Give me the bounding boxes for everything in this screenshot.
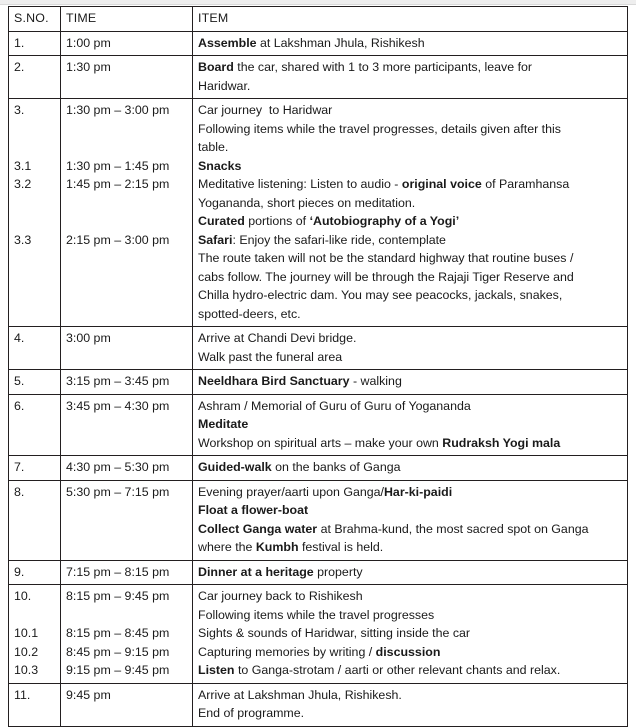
item-line bbox=[198, 624, 622, 643]
cell-item bbox=[193, 480, 628, 560]
sno-line bbox=[14, 268, 55, 287]
emphasis-text: Assemble bbox=[198, 35, 257, 50]
cell-time bbox=[61, 480, 193, 560]
time-line: 7:15 pm – 8:15 pm bbox=[66, 564, 170, 579]
body-text: Capturing memories by writing / bbox=[198, 644, 376, 659]
body-text: Workshop on spiritual arts – make your own bbox=[198, 435, 443, 450]
cell-sno bbox=[9, 370, 61, 395]
body-text: Evening prayer/aarti upon Ganga/ bbox=[198, 484, 384, 499]
time-line bbox=[66, 120, 187, 139]
table-row bbox=[9, 683, 628, 726]
item-line bbox=[198, 397, 622, 416]
cell-sno bbox=[9, 327, 61, 370]
item-line bbox=[198, 606, 622, 625]
body-text: at Lakshman Jhula, Rishikesh bbox=[256, 35, 425, 50]
sno-line: 10.1 bbox=[14, 626, 39, 640]
emphasis-text: Board bbox=[198, 60, 234, 74]
emphasis-text: Snacks bbox=[198, 158, 242, 173]
cell-sno bbox=[9, 99, 61, 327]
cell-sno bbox=[9, 585, 61, 684]
body-text: spotted-deers, etc. bbox=[198, 306, 301, 321]
table-row bbox=[9, 327, 628, 370]
sno-line: 6. bbox=[14, 398, 25, 413]
body-text: Car journey to Haridwar bbox=[198, 103, 333, 117]
time-line: 4:30 pm – 5:30 pm bbox=[66, 460, 170, 474]
cell-sno bbox=[9, 683, 61, 726]
item-line bbox=[198, 212, 622, 231]
time-line bbox=[66, 606, 187, 625]
item-line bbox=[198, 415, 622, 434]
item-line bbox=[198, 501, 622, 520]
sno-line: 3.1 bbox=[14, 158, 32, 173]
emphasis-text: Collect Ganga water bbox=[198, 521, 318, 536]
emphasis-text: Dinner at a heritage bbox=[198, 564, 314, 579]
time-line bbox=[66, 212, 187, 231]
sno-line: 3.2 bbox=[14, 177, 32, 191]
cell-time bbox=[61, 394, 193, 456]
sno-line: 3.3 bbox=[14, 232, 32, 247]
sno-line bbox=[14, 606, 55, 625]
emphasis-text: Listen bbox=[198, 663, 235, 677]
cell-time bbox=[61, 327, 193, 370]
sno-line: 5. bbox=[14, 374, 25, 388]
sno-line: 11. bbox=[14, 687, 31, 702]
cell-time bbox=[61, 56, 193, 99]
body-text: Haridwar. bbox=[198, 78, 251, 93]
item-line bbox=[198, 538, 622, 557]
table-row bbox=[9, 585, 628, 684]
body-text: property bbox=[313, 564, 363, 579]
cell-sno bbox=[9, 394, 61, 456]
emphasis-text: Har-ki-paidi bbox=[383, 484, 453, 499]
time-line bbox=[66, 138, 187, 157]
table-row bbox=[9, 394, 628, 456]
table-row bbox=[9, 560, 628, 585]
time-line: 1:00 pm bbox=[66, 35, 111, 50]
cell-sno bbox=[9, 56, 61, 99]
sno-line bbox=[14, 194, 55, 213]
body-text: Following items while the travel progresses, details given after this bbox=[198, 121, 561, 136]
column-header-sno: S.NO. bbox=[9, 7, 61, 32]
body-text: Sights & sounds of Haridwar, sitting inside the car bbox=[198, 626, 471, 640]
cell-item bbox=[193, 585, 628, 684]
body-text: - walking bbox=[349, 374, 402, 388]
emphasis-text: original voice bbox=[401, 177, 482, 191]
sno-line: 3. bbox=[14, 103, 25, 117]
body-text: of Paramhansa bbox=[481, 177, 570, 191]
item-line bbox=[198, 348, 622, 367]
itinerary-table bbox=[8, 6, 628, 727]
emphasis-text: Neeldhara Bird Sanctuary bbox=[198, 374, 350, 388]
sno-line: 7. bbox=[14, 460, 25, 474]
page-top-edge-band bbox=[0, 0, 636, 5]
body-text: Yogananda, short pieces on meditation. bbox=[198, 195, 416, 210]
body-text: cabs follow. The journey will be through the Rajaji Tiger Reserve and bbox=[198, 269, 574, 284]
cell-time bbox=[61, 370, 193, 395]
sno-line: 10.2 bbox=[14, 644, 39, 659]
item-line bbox=[198, 563, 622, 582]
emphasis-text: ‘Autobiography of a Yogi’ bbox=[309, 214, 460, 228]
time-line: 3:15 pm – 3:45 pm bbox=[66, 374, 170, 388]
sno-line: 10.3 bbox=[14, 663, 39, 677]
item-line bbox=[198, 157, 622, 176]
cell-sno bbox=[9, 560, 61, 585]
sno-line: 10. bbox=[14, 589, 32, 603]
sno-line: 4. bbox=[14, 331, 25, 345]
cell-item bbox=[193, 456, 628, 481]
body-text: Car journey back to Rishikesh bbox=[198, 589, 363, 603]
time-line bbox=[66, 249, 187, 268]
item-line bbox=[198, 483, 622, 502]
emphasis-text: discussion bbox=[375, 644, 441, 659]
column-header-time: TIME bbox=[61, 7, 193, 32]
column-header-item: ITEM bbox=[193, 7, 628, 32]
body-text: Following items while the travel progresses bbox=[198, 607, 435, 622]
time-line: 2:15 pm – 3:00 pm bbox=[66, 232, 170, 247]
body-text: at Brahma-kund, the most sacred spot on Ganga bbox=[317, 521, 589, 536]
time-line bbox=[66, 286, 187, 305]
table-row bbox=[9, 456, 628, 481]
sno-line: 1. bbox=[14, 35, 25, 50]
time-line bbox=[66, 305, 187, 324]
table-body bbox=[9, 31, 628, 726]
time-line: 8:45 pm – 9:15 pm bbox=[66, 644, 170, 659]
cell-time bbox=[61, 560, 193, 585]
emphasis-text: Curated bbox=[198, 214, 245, 228]
document-body bbox=[8, 6, 627, 727]
emphasis-text: Meditate bbox=[198, 417, 249, 431]
time-line: 8:15 pm – 9:45 pm bbox=[66, 589, 170, 603]
sno-line: 2. bbox=[14, 60, 25, 74]
emphasis-text: Safari bbox=[198, 232, 233, 247]
cell-sno bbox=[9, 480, 61, 560]
time-line: 3:45 pm – 4:30 pm bbox=[66, 398, 170, 413]
body-text: Walk past the funeral area bbox=[198, 349, 343, 364]
sno-line bbox=[14, 212, 55, 231]
body-text: where the bbox=[198, 540, 256, 554]
sno-line bbox=[14, 138, 55, 157]
table-header bbox=[9, 7, 628, 32]
time-line bbox=[66, 194, 187, 213]
body-text: End of programme. bbox=[198, 706, 305, 720]
time-line: 1:30 pm – 3:00 pm bbox=[66, 103, 170, 117]
item-line bbox=[198, 587, 622, 606]
item-line bbox=[198, 372, 622, 391]
item-line bbox=[198, 58, 622, 77]
cell-item bbox=[193, 370, 628, 395]
time-line: 9:45 pm bbox=[66, 687, 111, 702]
cell-time bbox=[61, 585, 193, 684]
item-line bbox=[198, 520, 622, 539]
sno-line bbox=[14, 305, 55, 324]
item-line bbox=[198, 249, 622, 268]
item-line bbox=[198, 194, 622, 213]
body-text: festival is held. bbox=[298, 540, 384, 554]
sno-line bbox=[14, 120, 55, 139]
item-line bbox=[198, 101, 622, 120]
table-row bbox=[9, 56, 628, 99]
item-line bbox=[198, 686, 622, 705]
body-text: on the banks of Ganga bbox=[271, 460, 401, 474]
time-line: 1:45 pm – 2:15 pm bbox=[66, 177, 170, 191]
body-text: : Enjoy the safari-like ride, contemplate bbox=[232, 232, 446, 247]
sno-line: 8. bbox=[14, 484, 25, 499]
cell-item bbox=[193, 683, 628, 726]
cell-sno bbox=[9, 31, 61, 56]
cell-item bbox=[193, 327, 628, 370]
body-text: Meditative listening: Listen to audio - bbox=[198, 177, 402, 191]
cell-time bbox=[61, 456, 193, 481]
cell-time bbox=[61, 683, 193, 726]
item-line bbox=[198, 286, 622, 305]
cell-item bbox=[193, 99, 628, 327]
cell-time bbox=[61, 31, 193, 56]
cell-item bbox=[193, 56, 628, 99]
body-text: Arrive at Chandi Devi bridge. bbox=[198, 331, 357, 345]
body-text: Ashram / Memorial of Guru of Guru of Yogananda bbox=[198, 398, 471, 413]
cell-item bbox=[193, 394, 628, 456]
item-line bbox=[198, 305, 622, 324]
time-line: 3:00 pm bbox=[66, 331, 111, 345]
item-line bbox=[198, 434, 622, 453]
body-text: portions of bbox=[244, 214, 310, 228]
body-text: The route taken will not be the standard highway that routine buses / bbox=[198, 251, 574, 265]
cell-item bbox=[193, 560, 628, 585]
item-line bbox=[198, 34, 622, 53]
item-line bbox=[198, 268, 622, 287]
time-line: 1:30 pm bbox=[66, 60, 111, 74]
time-line: 5:30 pm – 7:15 pm bbox=[66, 484, 170, 499]
emphasis-text: Float a flower-boat bbox=[198, 503, 309, 517]
item-line bbox=[198, 458, 622, 477]
sno-line bbox=[14, 249, 55, 268]
body-text: to Ganga-strotam / aarti or other relevant chants and relax. bbox=[234, 663, 561, 677]
time-line: 8:15 pm – 8:45 pm bbox=[66, 626, 170, 640]
item-line bbox=[198, 138, 622, 157]
sno-line: 9. bbox=[14, 564, 25, 579]
table-row bbox=[9, 31, 628, 56]
cell-sno bbox=[9, 456, 61, 481]
item-line bbox=[198, 329, 622, 348]
table-row bbox=[9, 480, 628, 560]
table-row bbox=[9, 370, 628, 395]
body-text: Arrive at Lakshman Jhula, Rishikesh. bbox=[198, 687, 402, 702]
body-text: table. bbox=[198, 140, 229, 154]
cell-item bbox=[193, 31, 628, 56]
body-text: the car, shared with 1 to 3 more participants, leave for bbox=[233, 60, 533, 74]
item-line bbox=[198, 175, 622, 194]
table-header-row bbox=[9, 7, 628, 32]
item-line bbox=[198, 704, 622, 723]
cell-time bbox=[61, 99, 193, 327]
table-row bbox=[9, 99, 628, 327]
item-line bbox=[198, 77, 622, 96]
sno-line bbox=[14, 286, 55, 305]
item-line bbox=[198, 643, 622, 662]
item-line bbox=[198, 231, 622, 250]
body-text: Chilla hydro-electric dam. You may see peacocks, jackals, snakes, bbox=[198, 288, 563, 302]
emphasis-text: Rudraksh Yogi mala bbox=[442, 435, 561, 450]
item-line bbox=[198, 120, 622, 139]
item-line bbox=[198, 661, 622, 680]
emphasis-text: Guided-walk bbox=[198, 460, 272, 474]
emphasis-text: Kumbh bbox=[255, 540, 299, 554]
time-line: 1:30 pm – 1:45 pm bbox=[66, 158, 170, 173]
time-line: 9:15 pm – 9:45 pm bbox=[66, 663, 170, 677]
time-line bbox=[66, 268, 187, 287]
